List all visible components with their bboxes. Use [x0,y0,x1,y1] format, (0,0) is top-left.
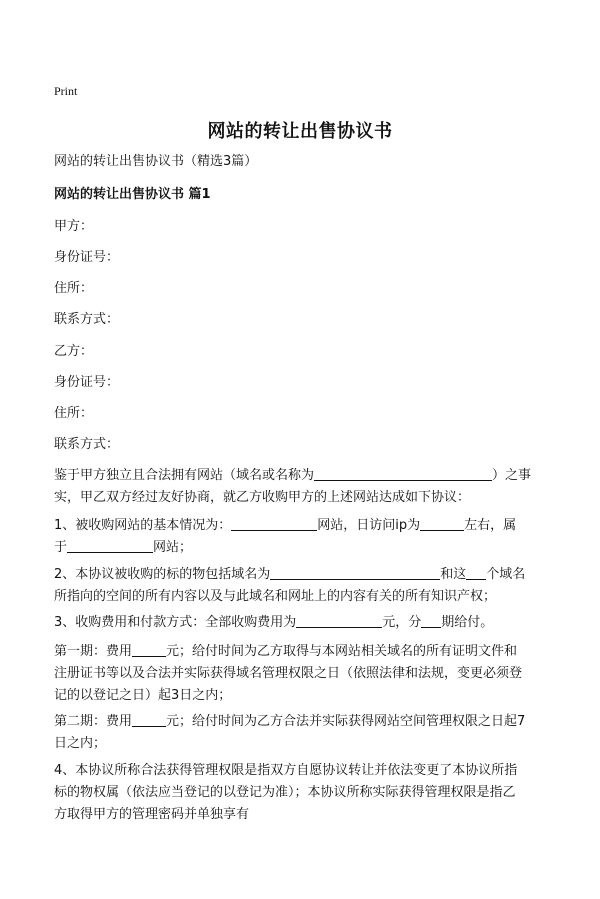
party-b-contact-label: 联系方式： [54,437,120,452]
clause-4 [54,760,554,826]
clause-1 [54,515,554,559]
intro-text-3: 实，甲乙双方经过友好协商，就乙方收购甲方的上述网站达成如下协议： [54,490,471,505]
website-name-blank [231,516,317,531]
phase-2-text-3: 日之内； [54,736,107,751]
clause-1-text-4: 于 [54,540,68,555]
intro-text-2: ）之事 [492,468,532,483]
daily-ip-blank [420,516,464,531]
phase-1-fee-blank [132,642,166,657]
clause-1-text-3: 左右，属 [464,518,517,533]
payment-phase-2 [54,711,554,755]
clause-2-text-3: 个域名 [486,567,526,582]
clause-3-text-2: 元，分 [382,615,422,630]
phase-2-text-2: 元；给付时间为乙方合法并实际获得网站空间管理权限之日起7 [166,714,526,729]
party-a-label: 甲方： [54,219,94,234]
section-heading: 网站的转让出售协议书 篇1 [54,187,211,202]
party-b-address-label: 住所： [54,406,94,421]
clause-1-text-1: 1、被收购网站的基本情况为： [54,518,232,533]
clause-4-text-3: 方取得甲方的管理密码并单独享有 [54,807,250,822]
phase-1-text-4: 记的以登记之日）起3日之内； [54,688,232,703]
phase-1-text-2: 元；给付时间为乙方取得与本网站相关域名的所有证明文件和 [166,644,518,659]
clause-3-text-1: 3、收购费用和付款方式：全部收购费用为 [54,615,297,630]
clause-4-text-1: 4、本协议所称合法获得管理权限是指双方自愿协议转让并依法变更了本协议所指 [54,763,518,778]
clause-3 [54,612,554,634]
clause-1-text-5: 网站； [153,540,193,555]
domain-count-blank [466,565,486,580]
payment-phase-1 [54,641,554,707]
phase-2-fee-blank [132,712,166,727]
clause-2-text-4: 所指向的空间的所有内容以及与此域名和网址上的内容有关的所有知识产权； [54,589,497,604]
clause-3-text-3: 期给付。 [441,615,494,630]
party-a-address-label: 住所： [54,281,94,296]
domain-blank [270,565,440,580]
installment-count-blank [421,613,441,628]
document-subtitle: 网站的转让出售协议书（精选3篇） [54,154,258,169]
clause-2-text-2: 和这 [440,567,467,582]
domain-name-blank [314,466,492,481]
clause-2 [54,564,554,608]
total-fee-blank [296,613,382,628]
phase-2-text-1: 第二期：费用 [54,714,133,729]
clause-1-text-2: 网站，日访问ip为 [317,518,421,533]
intro-paragraph [54,465,554,509]
website-type-blank [67,538,153,553]
phase-1-text-3: 注册证书等以及合法并实际获得域名管理权限之日（依照法律和法规，变更必须登 [54,666,523,681]
party-b-id-label: 身份证号： [54,375,120,390]
party-b-label: 乙方： [54,344,94,359]
party-a-contact-label: 联系方式： [54,312,120,327]
document-title: 网站的转让出售协议书 [207,121,393,142]
print-label: Print [54,84,78,98]
phase-1-text-1: 第一期：费用 [54,644,133,659]
clause-4-text-2: 标的物权属（依法应当登记的以登记为准）；本协议所称实际获得管理权限是指乙 [54,785,516,800]
clause-2-text-1: 2、本协议被收购的标的物包括域名为 [54,567,271,582]
intro-text-1: 鉴于甲方独立且合法拥有网站（域名或名称为 [54,468,315,483]
party-a-id-label: 身份证号： [54,250,120,265]
